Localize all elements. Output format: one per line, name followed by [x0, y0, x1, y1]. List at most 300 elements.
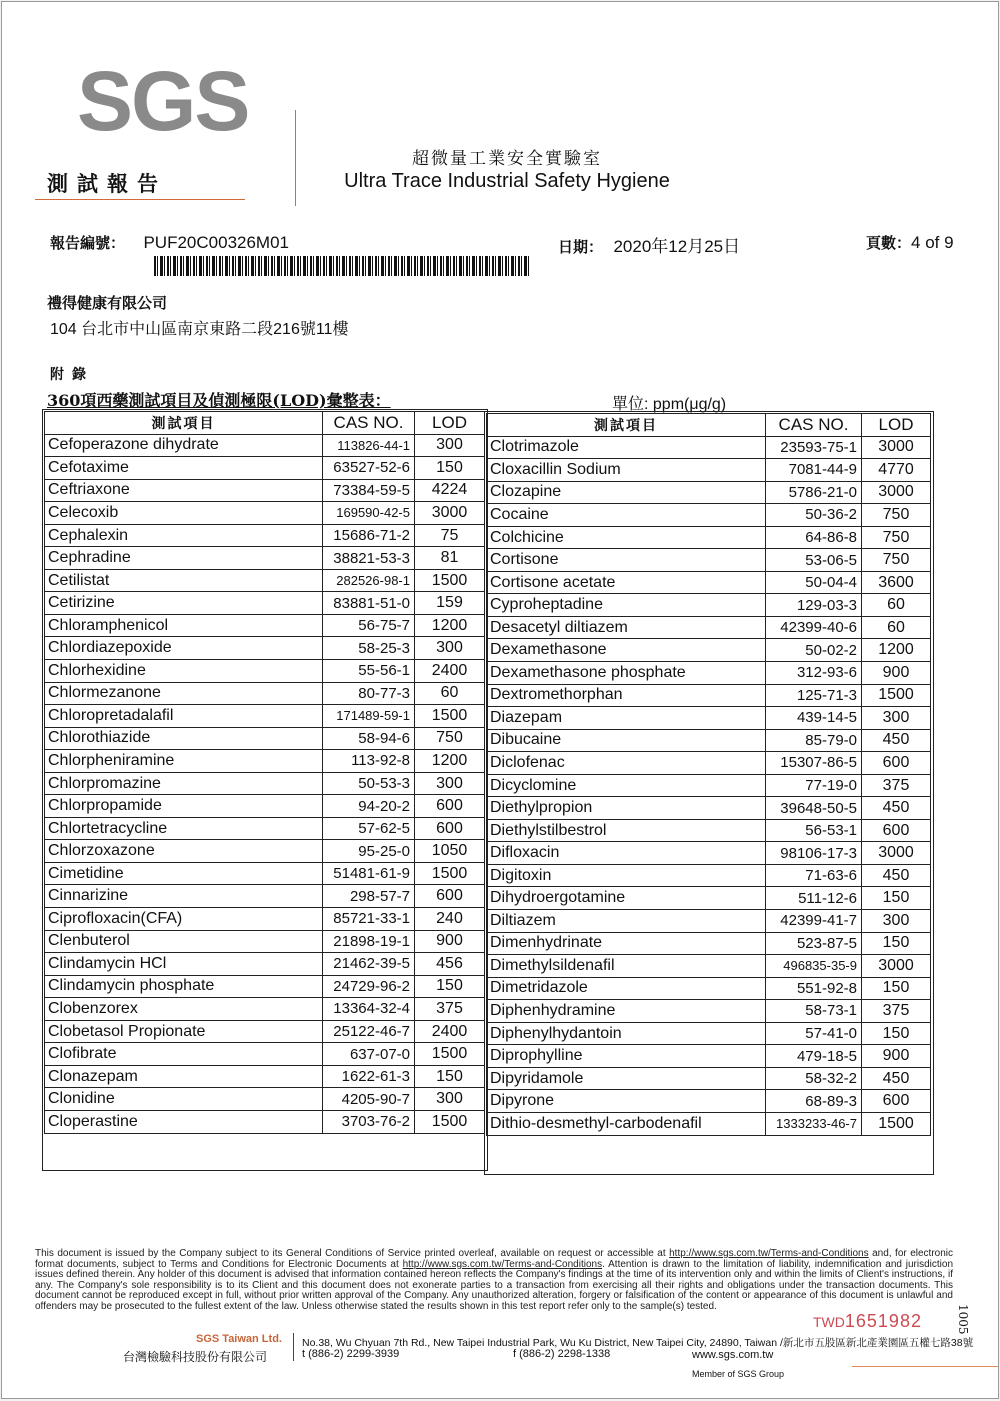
drug-name-cell: Cetirizine: [45, 592, 323, 615]
lod-cell: 3000: [862, 842, 931, 865]
table-row: [487, 1000, 931, 1023]
footer-address: No.38, Wu Chyuan 7th Rd., New Taipei Industrial Park, Wu Ku District, New Taipei City, 24890, Taiwan /新北市五股區新北產業園區五權七路38號: [302, 1337, 974, 1349]
cas-number-cell: 3703-76-2: [323, 1110, 415, 1133]
cas-number-cell: 63527-52-6: [323, 457, 415, 480]
table-row: [45, 524, 485, 547]
drug-name-cell: Dibucaine: [487, 729, 766, 752]
lod-cell: 150: [862, 1022, 931, 1045]
table-row: [487, 1112, 931, 1135]
table-row: [487, 639, 931, 662]
cas-number-cell: 125-71-3: [766, 684, 862, 707]
logo-vertical-rule: [295, 110, 296, 206]
cas-number-cell: 95-25-0: [323, 840, 415, 863]
table-row: [45, 862, 485, 885]
lod-cell: 750: [862, 504, 931, 527]
drug-name-cell: Ciprofloxacin(CFA): [45, 908, 323, 931]
lod-cell: 900: [415, 930, 485, 953]
report-number-label: 報告編號：: [50, 234, 126, 252]
lod-cell: 375: [862, 1000, 931, 1023]
drug-name-cell: Cocaine: [487, 504, 766, 527]
cas-number-cell: 57-41-0: [766, 1022, 862, 1045]
table-row: [487, 459, 931, 482]
report-number: [50, 232, 289, 253]
table-row: [487, 549, 931, 572]
serial-number: 1651982: [844, 1311, 922, 1331]
cas-number-cell: 42399-41-7: [766, 910, 862, 933]
table-row: [487, 842, 931, 865]
table-row: [487, 662, 931, 685]
cas-number-cell: 94-20-2: [323, 795, 415, 818]
drug-name-cell: Dexamethasone phosphate: [487, 662, 766, 685]
table-caption: 360項西藥測試項目及偵測極限(LOD)彙整表：: [47, 391, 391, 410]
drug-name-cell: Cephradine: [45, 547, 323, 570]
lod-cell: 600: [415, 817, 485, 840]
header-test-item: 測試項目: [45, 412, 323, 435]
cas-number-cell: 298-57-7: [323, 885, 415, 908]
page-value: 4 of 9: [911, 233, 954, 252]
lod-cell: 375: [415, 998, 485, 1021]
footer-website[interactable]: www.sgs.com.tw: [692, 1349, 774, 1361]
lod-cell: 81: [415, 547, 485, 570]
footer-company-zh: 台灣檢驗科技股份有限公司: [123, 1350, 268, 1364]
table-row: [45, 479, 485, 502]
sgs-logo-text: SGS: [77, 54, 249, 148]
table-row: [487, 481, 931, 504]
client-address: 104 台北市中山區南京東路二段216號11樓: [50, 321, 349, 338]
drug-name-cell: Clonidine: [45, 1088, 323, 1111]
drug-name-cell: Difloxacin: [487, 842, 766, 865]
lod-cell: 4770: [862, 459, 931, 482]
unit-label: 單位: ppm(μg/g): [612, 396, 727, 413]
lod-cell: 300: [415, 1088, 485, 1111]
drug-name-cell: Chlortetracycline: [45, 817, 323, 840]
cas-number-cell: 5786-21-0: [766, 481, 862, 504]
drug-name-cell: Chlorothiazide: [45, 727, 323, 750]
table-row: [487, 504, 931, 527]
cas-number-cell: 1622-61-3: [323, 1065, 415, 1088]
table-row: [45, 772, 485, 795]
table-row: [45, 569, 485, 592]
left-table-body: [45, 434, 485, 1133]
cas-number-cell: 50-53-3: [323, 772, 415, 795]
cas-number-cell: 64-86-8: [766, 526, 862, 549]
drug-name-cell: Chlorpromazine: [45, 772, 323, 795]
table-row: [487, 1022, 931, 1045]
drug-name-cell: Clobetasol Propionate: [45, 1020, 323, 1043]
cas-number-cell: 80-77-3: [323, 682, 415, 705]
lod-cell: 240: [415, 908, 485, 931]
drug-name-cell: Clenbuterol: [45, 930, 323, 953]
cas-number-cell: 129-03-3: [766, 594, 862, 617]
client-company: 禮得健康有限公司: [47, 294, 168, 312]
lod-cell: 450: [862, 729, 931, 752]
lod-cell: 750: [862, 549, 931, 572]
cas-number-cell: 50-04-4: [766, 571, 862, 594]
drug-name-cell: Diphenhydramine: [487, 1000, 766, 1023]
drug-name-cell: Digitoxin: [487, 864, 766, 887]
cas-number-cell: 85721-33-1: [323, 908, 415, 931]
table-row: [45, 727, 485, 750]
lod-cell: 3000: [862, 436, 931, 459]
drug-name-cell: Clindamycin phosphate: [45, 975, 323, 998]
drug-name-cell: Chlormezanone: [45, 682, 323, 705]
cas-number-cell: 523-87-5: [766, 932, 862, 955]
cas-number-cell: 21462-39-5: [323, 953, 415, 976]
lod-cell: 3000: [862, 481, 931, 504]
drug-name-cell: Chlorzoxazone: [45, 840, 323, 863]
table-row: [487, 864, 931, 887]
table-header-row: [487, 414, 931, 437]
drug-name-cell: Dimetridazole: [487, 977, 766, 1000]
cas-number-cell: 73384-59-5: [323, 479, 415, 502]
cas-number-cell: 56-53-1: [766, 819, 862, 842]
logo-horizontal-rule: [35, 199, 245, 200]
lod-cell: 75: [415, 524, 485, 547]
lod-cell: 456: [415, 953, 485, 976]
drug-name-cell: Chlorpheniramine: [45, 750, 323, 773]
table-row: [45, 1088, 485, 1111]
lod-cell: 600: [862, 819, 931, 842]
lod-cell: 600: [415, 795, 485, 818]
header-cas-no: CAS NO.: [323, 412, 415, 435]
table-row: [487, 1067, 931, 1090]
table-row: [487, 684, 931, 707]
table-row: [45, 975, 485, 998]
table-row: [45, 637, 485, 660]
drug-name-cell: Chlorhexidine: [45, 660, 323, 683]
drug-name-cell: Clindamycin HCl: [45, 953, 323, 976]
cas-number-cell: 56-75-7: [323, 614, 415, 637]
cas-number-cell: 77-19-0: [766, 774, 862, 797]
cas-number-cell: 171489-59-1: [323, 705, 415, 728]
drug-name-cell: Dithio-desmethyl-carbodenafil: [487, 1112, 766, 1135]
table-row: [45, 885, 485, 908]
lod-cell: 1500: [415, 1043, 485, 1066]
lod-cell: 2400: [415, 660, 485, 683]
table-row: [45, 457, 485, 480]
drug-name-cell: Cephalexin: [45, 524, 323, 547]
cas-number-cell: 4205-90-7: [323, 1088, 415, 1111]
table-row: [45, 682, 485, 705]
drug-name-cell: Cefoperazone dihydrate: [45, 434, 323, 457]
lod-cell: 900: [862, 1045, 931, 1068]
drug-name-cell: Diclofenac: [487, 752, 766, 775]
cas-number-cell: 85-79-0: [766, 729, 862, 752]
left-results-table: [44, 411, 485, 1134]
cas-number-cell: 13364-32-4: [323, 998, 415, 1021]
cas-number-cell: 7081-44-9: [766, 459, 862, 482]
table-row: [45, 750, 485, 773]
drug-name-cell: Clozapine: [487, 481, 766, 504]
lod-cell: 150: [862, 887, 931, 910]
cas-number-cell: 113826-44-1: [323, 434, 415, 457]
table-row: [45, 930, 485, 953]
cas-number-cell: 24729-96-2: [323, 975, 415, 998]
cas-number-cell: 439-14-5: [766, 707, 862, 730]
table-row: [45, 660, 485, 683]
header-test-item: 測試項目: [487, 414, 766, 437]
drug-name-cell: Cyproheptadine: [487, 594, 766, 617]
drug-name-cell: Clobenzorex: [45, 998, 323, 1021]
cas-number-cell: 21898-19-1: [323, 930, 415, 953]
table-row: [487, 955, 931, 978]
drug-name-cell: Diprophylline: [487, 1045, 766, 1068]
appendix-title: 附錄: [50, 367, 94, 383]
table-row: [487, 977, 931, 1000]
lod-cell: 300: [862, 910, 931, 933]
lod-cell: 600: [862, 1090, 931, 1113]
lod-cell: 1050: [415, 840, 485, 863]
lod-cell: 4224: [415, 479, 485, 502]
cas-number-cell: 637-07-0: [323, 1043, 415, 1066]
disclaimer-part-3: . Attention is drawn to the limitation of liability, indemnification and jurisdiction issues defined therein. Any holder of this document is advised that information contained hereon reflects the Company's findings at the time of its intervention only and within the limits of Client's instructions, if any. The Company's sole responsibility is to its Client and this document does not exonerate parties to a transaction from exercising all their rights and obligations under the transaction documents. This document cannot be reproduced except in full, without prior written approval of the Company. Any unauthorized alteration, forgery or falsification of the content or appearance of this document is unlawful and offenders may be prosecuted to the fullest extent of the law. Unless otherwise stated the results shown in this test report refer only to the sample(s) tested.: [35, 1258, 954, 1312]
lod-cell: 1500: [862, 684, 931, 707]
table-row: [45, 502, 485, 525]
drug-name-cell: Diphenylhydantoin: [487, 1022, 766, 1045]
cas-number-cell: 55-56-1: [323, 660, 415, 683]
lod-cell: 750: [862, 526, 931, 549]
table-row: [487, 752, 931, 775]
table-row: [487, 1045, 931, 1068]
table-row: [487, 594, 931, 617]
table-row: [45, 1020, 485, 1043]
drug-name-cell: Colchicine: [487, 526, 766, 549]
lod-cell: 1500: [415, 569, 485, 592]
lod-cell: 150: [415, 1065, 485, 1088]
cas-number-cell: 58-32-2: [766, 1067, 862, 1090]
table-row: [45, 1043, 485, 1066]
cas-number-cell: 58-25-3: [323, 637, 415, 660]
table-row: [487, 436, 931, 459]
header-lod: LOD: [862, 414, 931, 437]
table-row: [45, 592, 485, 615]
lod-cell: 2400: [415, 1020, 485, 1043]
drug-name-cell: Dextromethorphan: [487, 684, 766, 707]
drug-name-cell: Dexamethasone: [487, 639, 766, 662]
report-number-value: PUF20C00326M01: [143, 233, 289, 252]
lod-cell: 3000: [415, 502, 485, 525]
lod-cell: 159: [415, 592, 485, 615]
lod-cell: 750: [415, 727, 485, 750]
lod-cell: 450: [862, 1067, 931, 1090]
lod-cell: 600: [415, 885, 485, 908]
lod-cell: 1200: [415, 750, 485, 773]
cas-number-cell: 551-92-8: [766, 977, 862, 1000]
lod-cell: 300: [415, 637, 485, 660]
drug-name-cell: Cortisone: [487, 549, 766, 572]
footer-fax: f (886-2) 2298-1338: [513, 1348, 611, 1360]
lod-cell: 3600: [862, 571, 931, 594]
lab-name-en: Ultra Trace Industrial Safety Hygiene: [344, 170, 670, 192]
table-row: [487, 797, 931, 820]
cas-number-cell: 282526-98-1: [323, 569, 415, 592]
table-row: [45, 817, 485, 840]
table-row: [45, 1110, 485, 1133]
drug-name-cell: Diethylpropion: [487, 797, 766, 820]
table-row: [45, 795, 485, 818]
disclaimer-part-1: This document is issued by the Company subject to its General Conditions of Service printed overleaf, available on request or accessible at: [35, 1248, 670, 1259]
drug-name-cell: Desacetyl diltiazem: [487, 616, 766, 639]
cas-number-cell: 23593-75-1: [766, 436, 862, 459]
lod-cell: 60: [862, 616, 931, 639]
lod-cell: 1500: [862, 1112, 931, 1135]
drug-name-cell: Ceftriaxone: [45, 479, 323, 502]
document-serial: [813, 1311, 922, 1332]
drug-name-cell: Dicyclomine: [487, 774, 766, 797]
table-row: [45, 547, 485, 570]
report-title: 測試報告: [47, 171, 167, 196]
cas-number-cell: 39648-50-5: [766, 797, 862, 820]
footer-rule: [852, 1366, 999, 1367]
lod-cell: 1200: [415, 614, 485, 637]
legal-disclaimer: [35, 1249, 953, 1313]
cas-number-cell: 25122-46-7: [323, 1020, 415, 1043]
lod-cell: 450: [862, 864, 931, 887]
drug-name-cell: Diazepam: [487, 707, 766, 730]
lod-cell: 450: [862, 797, 931, 820]
lod-cell: 1500: [415, 1110, 485, 1133]
cas-number-cell: 50-36-2: [766, 504, 862, 527]
terms-link-1[interactable]: http://www.sgs.com.tw/Terms-and-Conditions: [669, 1248, 869, 1259]
lod-cell: 1500: [415, 862, 485, 885]
cas-number-cell: 58-94-6: [323, 727, 415, 750]
table-row: [45, 1065, 485, 1088]
date-value: 2020年12月25日: [613, 237, 741, 256]
cas-number-cell: 42399-40-6: [766, 616, 862, 639]
cas-number-cell: 169590-42-5: [323, 502, 415, 525]
drug-name-cell: Dimethylsildenafil: [487, 955, 766, 978]
page-count: [866, 232, 954, 253]
header-cas-no: CAS NO.: [766, 414, 862, 437]
drug-name-cell: Celecoxib: [45, 502, 323, 525]
table-row: [487, 819, 931, 842]
drug-name-cell: Dipyridamole: [487, 1067, 766, 1090]
right-results-table: [486, 413, 931, 1136]
table-row: [45, 840, 485, 863]
date-label: 日期：: [558, 238, 604, 256]
drug-name-cell: Clotrimazole: [487, 436, 766, 459]
drug-name-cell: Diltiazem: [487, 910, 766, 933]
cas-number-cell: 68-89-3: [766, 1090, 862, 1113]
drug-name-cell: Dimenhydrinate: [487, 932, 766, 955]
serial-prefix: TWD: [813, 1314, 845, 1330]
drug-name-cell: Cetilistat: [45, 569, 323, 592]
drug-name-cell: Cefotaxime: [45, 457, 323, 480]
lod-cell: 1500: [415, 705, 485, 728]
cas-number-cell: 50-02-2: [766, 639, 862, 662]
lod-cell: 1200: [862, 639, 931, 662]
drug-name-cell: Chloramphenicol: [45, 614, 323, 637]
cas-number-cell: 312-93-6: [766, 662, 862, 685]
footer-company-en: SGS Taiwan Ltd.: [196, 1333, 282, 1345]
table-header-row: [45, 412, 485, 435]
table-row: [45, 908, 485, 931]
table-row: [45, 434, 485, 457]
table-row: [487, 729, 931, 752]
cas-number-cell: 51481-61-9: [323, 862, 415, 885]
page-label: 頁數：: [866, 234, 912, 252]
table-row: [487, 1090, 931, 1113]
cas-number-cell: 1333233-46-7: [766, 1112, 862, 1135]
cas-number-cell: 83881-51-0: [323, 592, 415, 615]
lod-cell: 300: [862, 707, 931, 730]
table-row: [487, 616, 931, 639]
cas-number-cell: 58-73-1: [766, 1000, 862, 1023]
cas-number-cell: 113-92-8: [323, 750, 415, 773]
drug-name-cell: Cloxacillin Sodium: [487, 459, 766, 482]
drug-name-cell: Clofibrate: [45, 1043, 323, 1066]
lod-cell: 300: [415, 434, 485, 457]
cas-number-cell: 53-06-5: [766, 549, 862, 572]
cas-number-cell: 479-18-5: [766, 1045, 862, 1068]
table-row: [487, 774, 931, 797]
lod-cell: 600: [862, 752, 931, 775]
cas-number-cell: 15307-86-5: [766, 752, 862, 775]
lod-cell: 150: [862, 977, 931, 1000]
drug-name-cell: Cloperastine: [45, 1110, 323, 1133]
cas-number-cell: 496835-35-9: [766, 955, 862, 978]
lod-cell: 150: [862, 932, 931, 955]
right-table-body: [487, 436, 931, 1135]
table-row: [45, 705, 485, 728]
lod-cell: 150: [415, 457, 485, 480]
drug-name-cell: Cinnarizine: [45, 885, 323, 908]
footer-telephone: t (886-2) 2299-3939: [302, 1348, 400, 1360]
table-row: [487, 932, 931, 955]
drug-name-cell: Dipyrone: [487, 1090, 766, 1113]
drug-name-cell: Cimetidine: [45, 862, 323, 885]
header-lod: LOD: [415, 412, 485, 435]
drug-name-cell: Diethylstilbestrol: [487, 819, 766, 842]
cas-number-cell: 15686-71-2: [323, 524, 415, 547]
footer-member-note: Member of SGS Group: [692, 1369, 785, 1379]
table-row: [45, 614, 485, 637]
lod-cell: 150: [415, 975, 485, 998]
terms-link-2[interactable]: http://www.sgs.com.tw/Terms-and-Conditions: [402, 1258, 603, 1270]
lod-cell: 60: [862, 594, 931, 617]
table-row: [45, 998, 485, 1021]
drug-name-cell: Clonazepam: [45, 1065, 323, 1088]
drug-name-cell: Chloropretadalafil: [45, 705, 323, 728]
table-row: [487, 571, 931, 594]
cas-number-cell: 38821-53-3: [323, 547, 415, 570]
drug-name-cell: Chlorpropamide: [45, 795, 323, 818]
side-number: 1005: [956, 1304, 970, 1335]
drug-name-cell: Dihydroergotamine: [487, 887, 766, 910]
table-row: [487, 707, 931, 730]
lod-cell: 375: [862, 774, 931, 797]
report-date: [558, 232, 740, 257]
cas-number-cell: 511-12-6: [766, 887, 862, 910]
lod-cell: 900: [862, 662, 931, 685]
barcode: [154, 256, 530, 276]
table-row: [45, 953, 485, 976]
cas-number-cell: 57-62-5: [323, 817, 415, 840]
drug-name-cell: Cortisone acetate: [487, 571, 766, 594]
lod-cell: 60: [415, 682, 485, 705]
cas-number-cell: 98106-17-3: [766, 842, 862, 865]
table-row: [487, 910, 931, 933]
table-row: [487, 526, 931, 549]
footer-divider: [293, 1333, 294, 1361]
cas-number-cell: 71-63-6: [766, 864, 862, 887]
lod-cell: 3000: [862, 955, 931, 978]
table-row: [487, 887, 931, 910]
drug-name-cell: Chlordiazepoxide: [45, 637, 323, 660]
sgs-logo: [77, 54, 249, 148]
lab-name-zh: 超微量工業安全實驗室: [412, 149, 602, 169]
disclaimer-part-2: and, for electronic format documents, subject to Terms and Conditions for Electronic Documents at: [35, 1248, 953, 1270]
